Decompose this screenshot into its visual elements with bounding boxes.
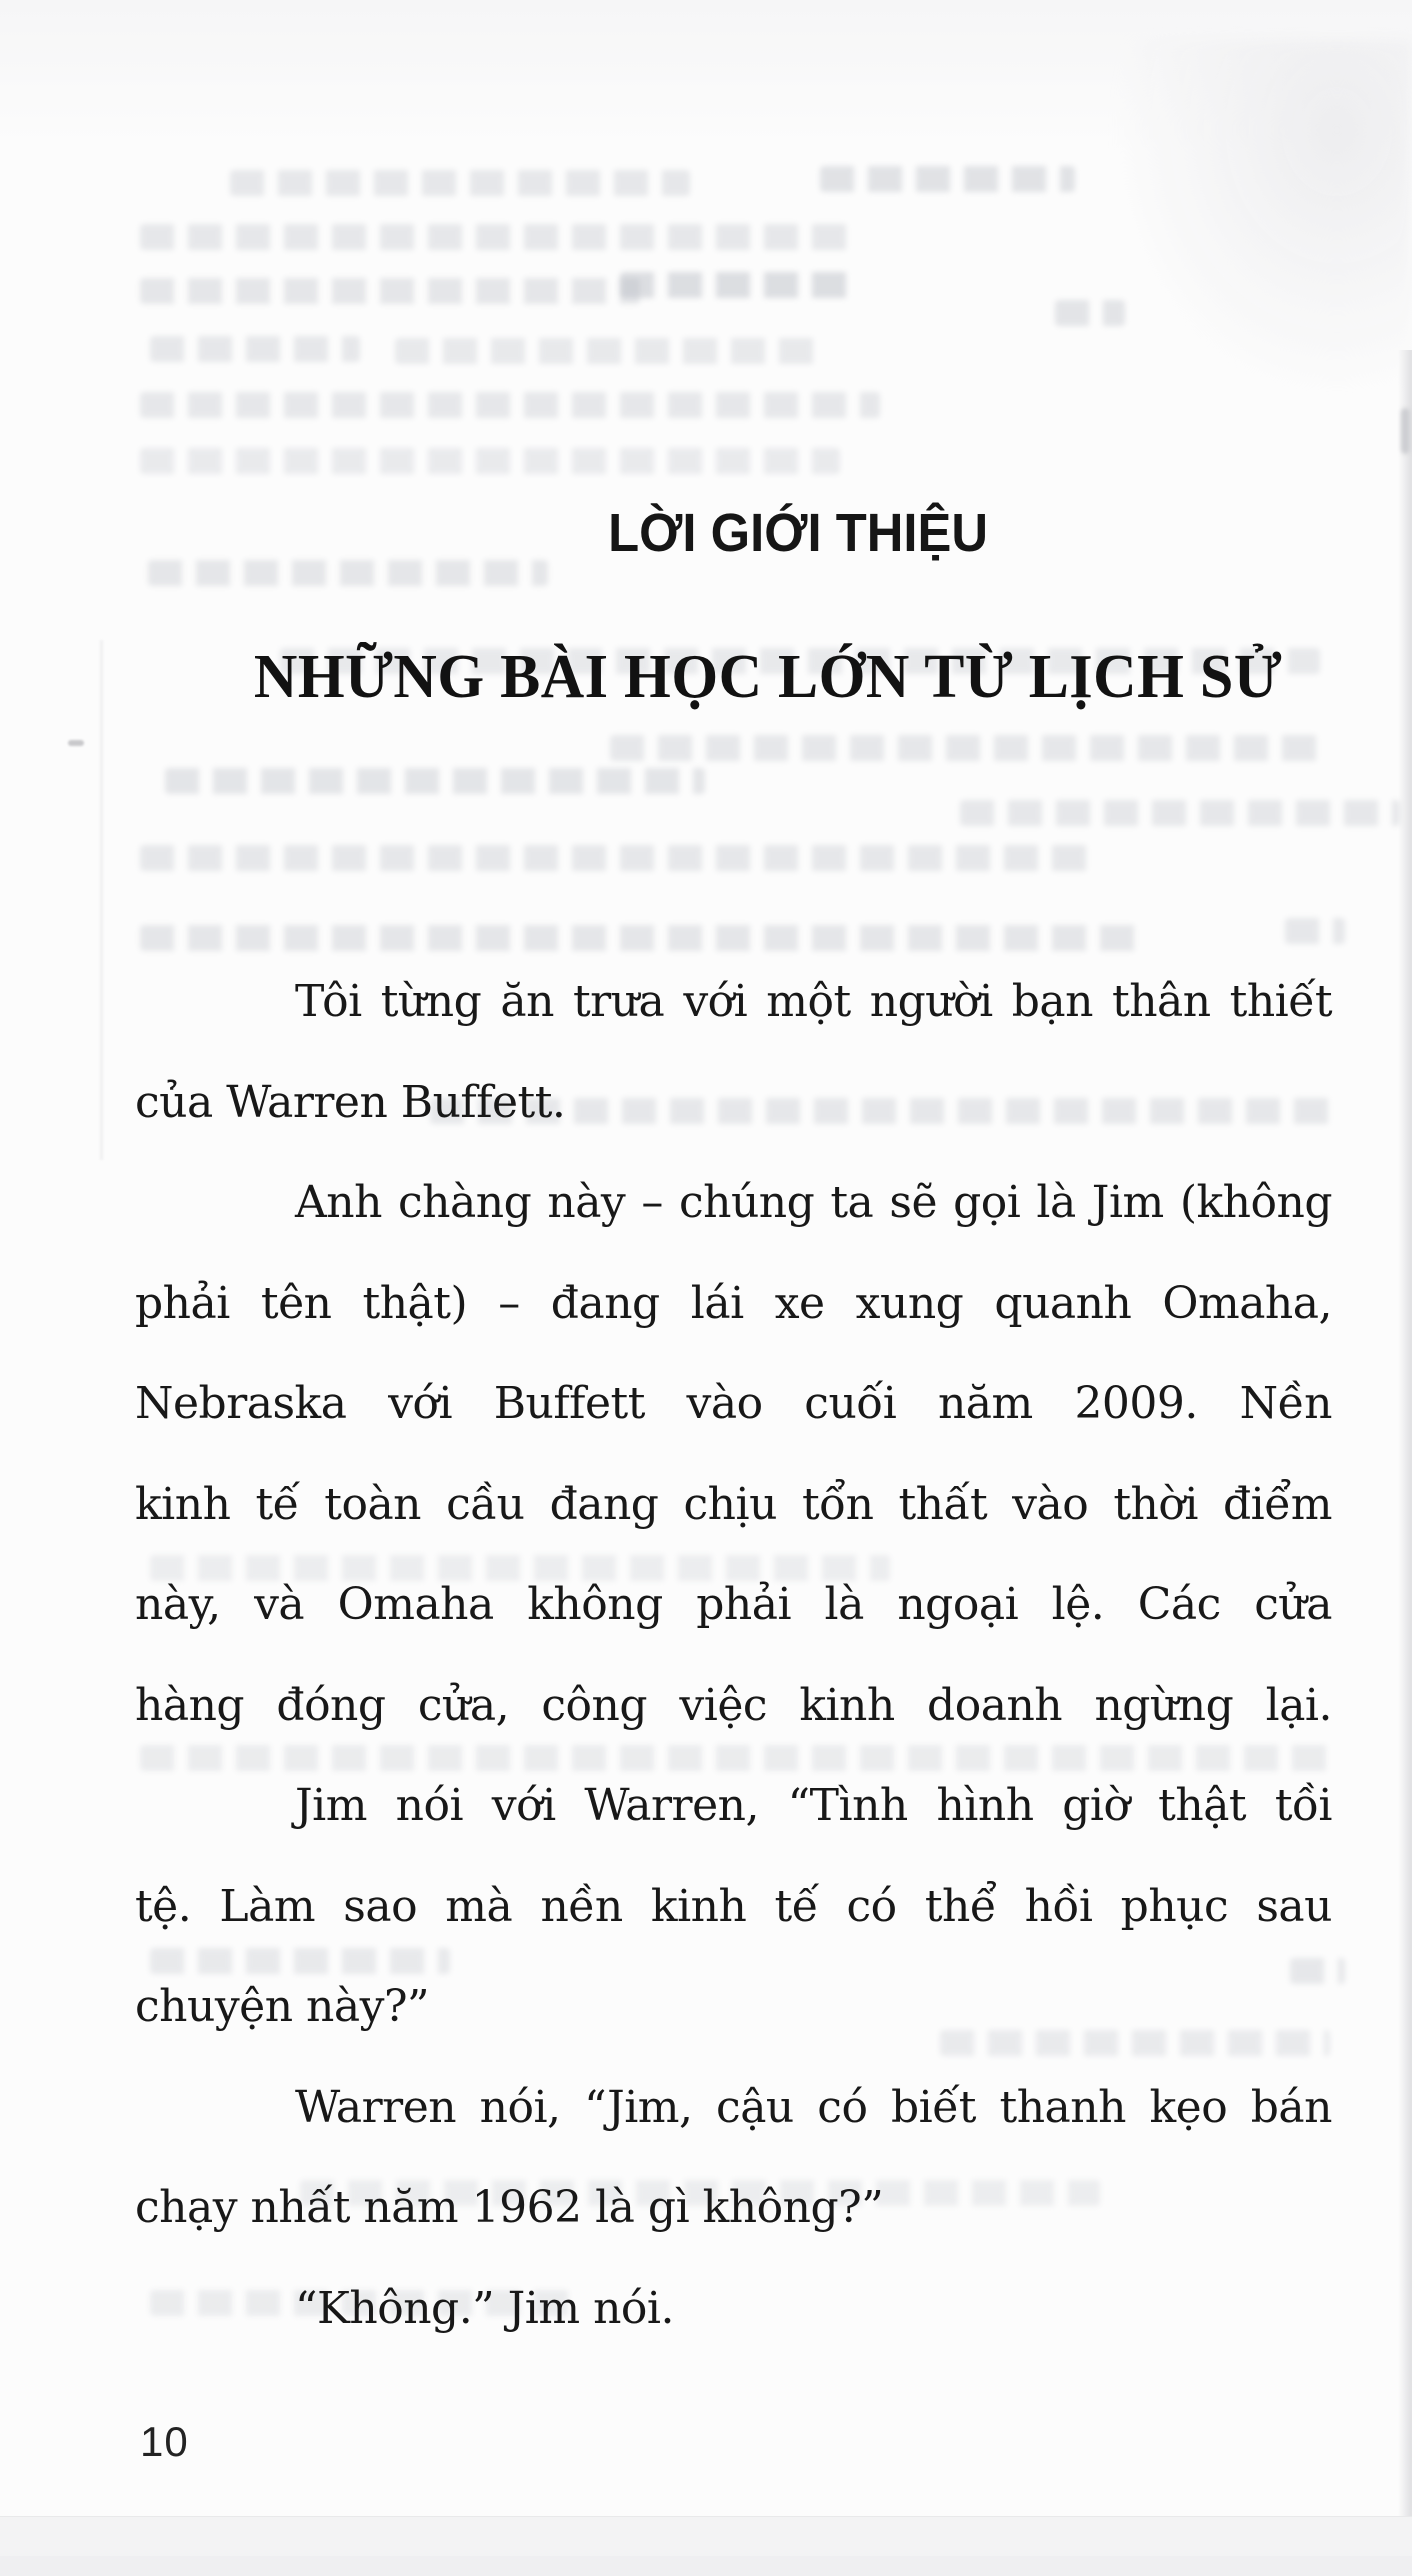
- bleed-through-line: [140, 392, 880, 418]
- body-line: này, và Omaha không phải là ngoại lệ. Các cửa: [135, 1579, 1332, 1630]
- body-line: Nebraska với Buffett vào cuối năm 2009. Nền: [135, 1378, 1332, 1429]
- bleed-through-line: [140, 224, 860, 250]
- scan-corner-shading: [1112, 40, 1412, 400]
- body-line: Tôi từng ăn trưa với một người bạn thân thiết: [295, 976, 1332, 1027]
- body-line: kinh tế toàn cầu đang chịu tổn thất vào thời điểm: [135, 1478, 1332, 1530]
- bleed-through-line: [395, 338, 825, 364]
- chapter-title: [115, 642, 1332, 713]
- bleed-through-line: [1055, 300, 1125, 326]
- body-line: tệ. Làm sao mà nền kinh tế có thể hồi phục sau: [135, 1880, 1332, 1932]
- bleed-through-line: [1285, 918, 1345, 944]
- bleed-through-line: [820, 166, 1075, 192]
- body-line: phải tên thật) – đang lái xe xung quanh Omaha,: [135, 1277, 1332, 1329]
- chapter-title-text: NHỮNG BÀI HỌC LỚN TỪ LỊCH SỬ: [254, 643, 1283, 711]
- body-line: “Không.” Jim nói.: [295, 2282, 674, 2334]
- body-line: hàng đóng cửa, công việc kinh doanh ngừng lại.: [135, 1679, 1332, 1731]
- body-line: chạy nhất năm 1962 là gì không?”: [135, 2182, 884, 2233]
- scan-edge-mark: [1401, 408, 1410, 454]
- scan-margin-mark: [68, 740, 84, 746]
- bleed-through-line: [140, 448, 840, 474]
- body-line: chuyện này?”: [135, 1981, 430, 2032]
- scan-bottom-edge-dark: [0, 2556, 1412, 2576]
- bleed-through-line: [140, 845, 1090, 871]
- body-text: [135, 952, 1332, 2359]
- bleed-through-line: [165, 768, 705, 794]
- bleed-through-line: [230, 170, 690, 196]
- scan-page-edge-shadow: [1398, 350, 1412, 2576]
- chapter-kicker-text: LỜI GIỚI THIỆU: [608, 503, 989, 563]
- bleed-through-line: [150, 336, 360, 362]
- body-line: Anh chàng này – chúng ta sẽ gọi là Jim (không: [295, 1177, 1332, 1228]
- body-line: Warren nói, “Jim, cậu có biết thanh kẹo bán: [295, 2081, 1332, 2133]
- body-line: của Warren Buffett.: [135, 1076, 566, 1128]
- bleed-through-line: [140, 925, 1140, 951]
- bleed-through-line: [620, 272, 860, 298]
- bleed-through-line: [610, 735, 1330, 761]
- bleed-through-line: [140, 278, 640, 304]
- page-number: 10: [140, 2418, 189, 2465]
- body-line: Jim nói với Warren, “Tình hình giờ thật tồi: [295, 1780, 1332, 1831]
- scan-crease: [100, 640, 103, 1160]
- chapter-kicker: [135, 502, 1332, 564]
- bleed-through-line: [960, 800, 1400, 826]
